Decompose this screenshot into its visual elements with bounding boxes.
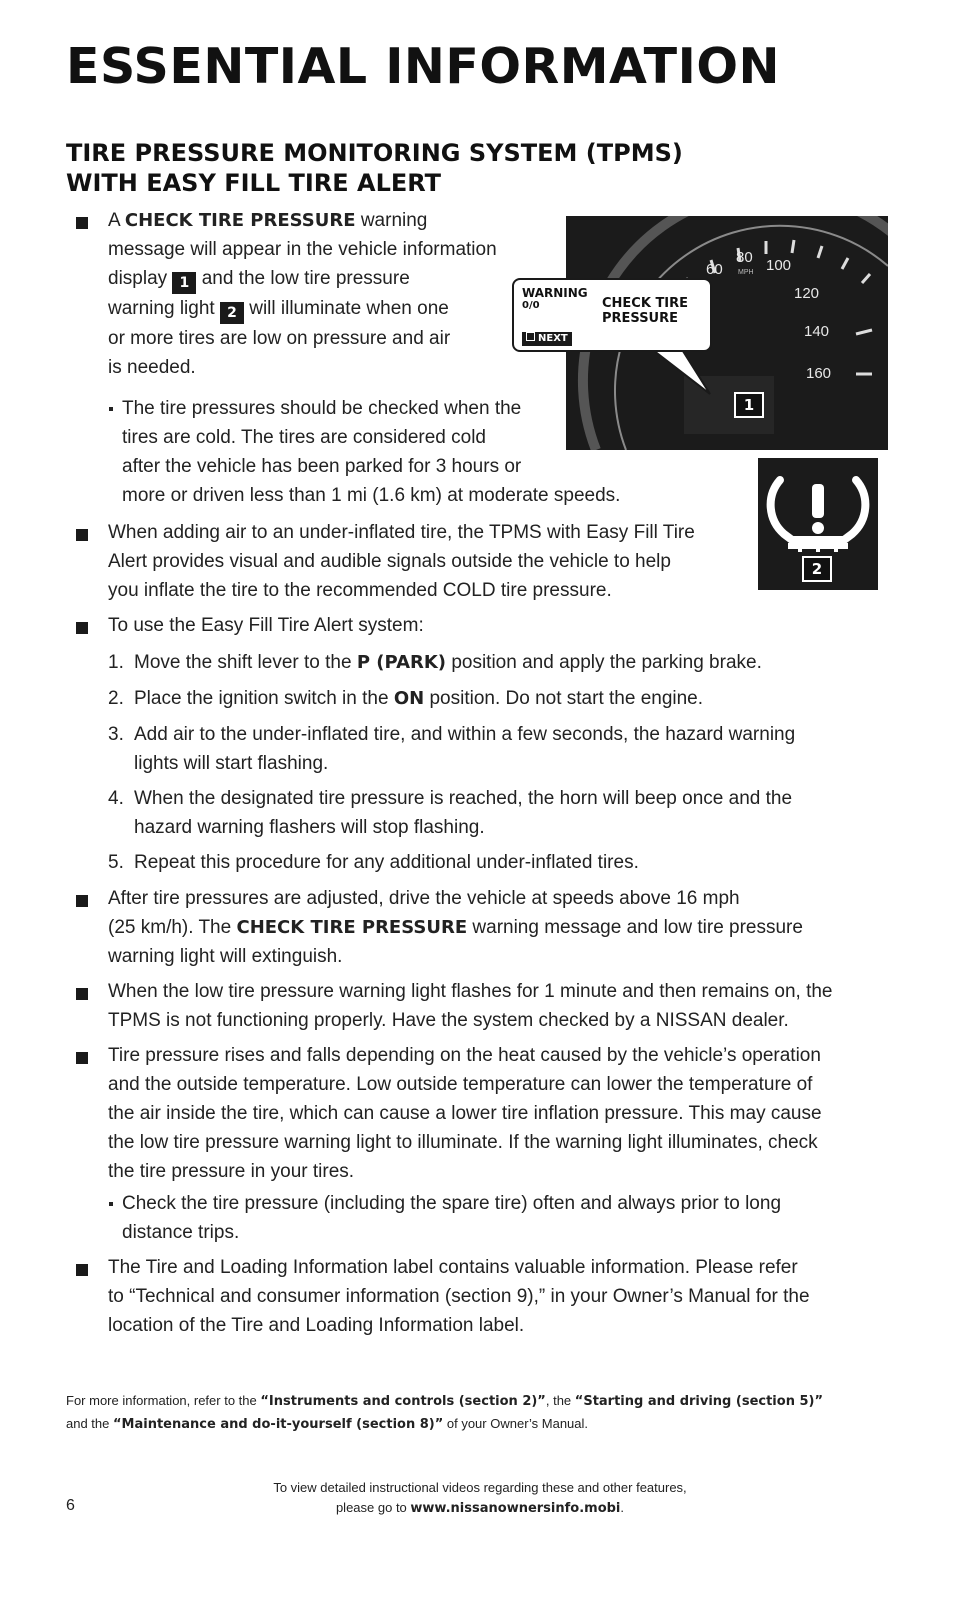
page-title: ESSENTIAL INFORMATION [66,38,780,95]
step-text: Add air to the under-inflated tire, and within a few seconds, the hazard warning lights will start flashing. [134,724,796,774]
next-icon [526,332,535,341]
bullet-icon [76,1052,88,1064]
callout-warning: WARNING [522,286,588,300]
tick-140: 140 [804,323,830,340]
step-number: 4. [108,788,124,809]
callout-next: NEXT [522,332,572,346]
bullet-text: After tire pressures are adjusted, drive the vehicle at speeds above 16 mph (25 km/h). The CHECK TIRE PRESSURE warning message and low tire pressure warning light will extinguish. [108,888,803,967]
tick-100: 100 [766,257,792,274]
page-number: 6 [66,1497,75,1514]
warning-callout [512,278,712,352]
bullet-icon [76,217,88,229]
bullet-text: Tire pressure rises and falls depending on the heat caused by the vehicle’s operation and the outside temperature. Low outside temperature can lower the temperature of the air inside the tire, which can cause a lower tire inflation pressure. This may cause the low tire pressure warning light to illuminate. If the warning light illuminates, check the tire pressure in your tires. [108,1045,822,1182]
bullet-text: A CHECK TIRE PRESSURE warning message will appear in the vehicle information display 1 and the low tire pressure warning light 2 will illuminate when one or more tires are low on pressure and air is needed. [108,210,497,378]
sub-bullet-text: The tire pressures should be checked when the tires are cold. The tires are considered cold after the vehicle has been parked for 3 hours or more or driven less than 1 mi (1.6 km) at moderate speeds. [122,398,621,506]
bullet-icon [76,622,88,634]
bullet-icon [76,529,88,541]
bullet-text: When the low tire pressure warning light flashes for 1 minute and then remains on, the TPMS is not functioning properly. Have the system checked by a NISSAN dealer. [108,981,833,1031]
tick-120: 120 [794,285,820,302]
step-text: When the designated tire pressure is reached, the horn will beep once and the hazard warning flashers will stop flashing. [134,788,793,838]
bullet-icon [76,1264,88,1276]
tick-60: 60 [706,261,723,278]
step-number: 2. [108,688,124,709]
step-text: Repeat this procedure for any additional under-inflated tires. [134,852,639,873]
badge-2: 2 [220,302,244,324]
sub-bullet-icon [109,1202,113,1206]
callout-message: CHECK TIRE PRESSURE [602,296,689,326]
bullet-icon [76,895,88,907]
step-number: 5. [108,852,124,873]
badge-1: 1 [172,272,196,294]
section-title: TIRE PRESSURE MONITORING SYSTEM (TPMS) WITH EASY FILL TIRE ALERT [66,139,683,197]
footnote: For more information, refer to the “Instruments and controls (section 2)”, the “Starting and driving (section 5)” and the “Maintenance and do-it-yourself (section 8)” of your Owner’s Manual. [66,1393,824,1432]
tick-160: 160 [806,365,832,382]
figure-label-1: 1 [734,392,764,418]
sub-bullet-icon [109,407,113,411]
figure-label-2: 2 [802,556,832,582]
bullet-icon [76,988,88,1000]
bullet-text: The Tire and Loading Information label contains valuable information. Please refer to “Technical and consumer information (section 9),” in your Owner’s Manual for the location of the Tire and Loading Information label. [108,1257,810,1336]
step-text: Move the shift lever to the P (PARK) position and apply the parking brake. [134,652,762,673]
bullet-text: To use the Easy Fill Tire Alert system: [108,615,424,636]
website-link[interactable]: www.nissanownersinfo.mobi [410,1501,621,1516]
step-number: 3. [108,724,124,745]
bullet-text: When adding air to an under-inflated tire, the TPMS with Easy Fill Tire Alert provides visual and audible signals outside the vehicle to help you inflate the tire to the recommended COLD tire pressure. [108,522,695,601]
tick-mph: MPH [738,269,754,276]
callout-count: 0/0 [522,300,540,311]
video-note: To view detailed instructional videos regarding these and other features, please go to www.nissanownersinfo.mobi. [273,1480,687,1516]
step-number: 1. [108,652,124,673]
tick-80: 80 [736,249,753,266]
step-text: Place the ignition switch in the ON position. Do not start the engine. [134,688,704,709]
tpms-warning-light-figure [758,458,878,590]
sub-bullet-text: Check the tire pressure (including the spare tire) often and always prior to long distance trips. [122,1193,782,1243]
